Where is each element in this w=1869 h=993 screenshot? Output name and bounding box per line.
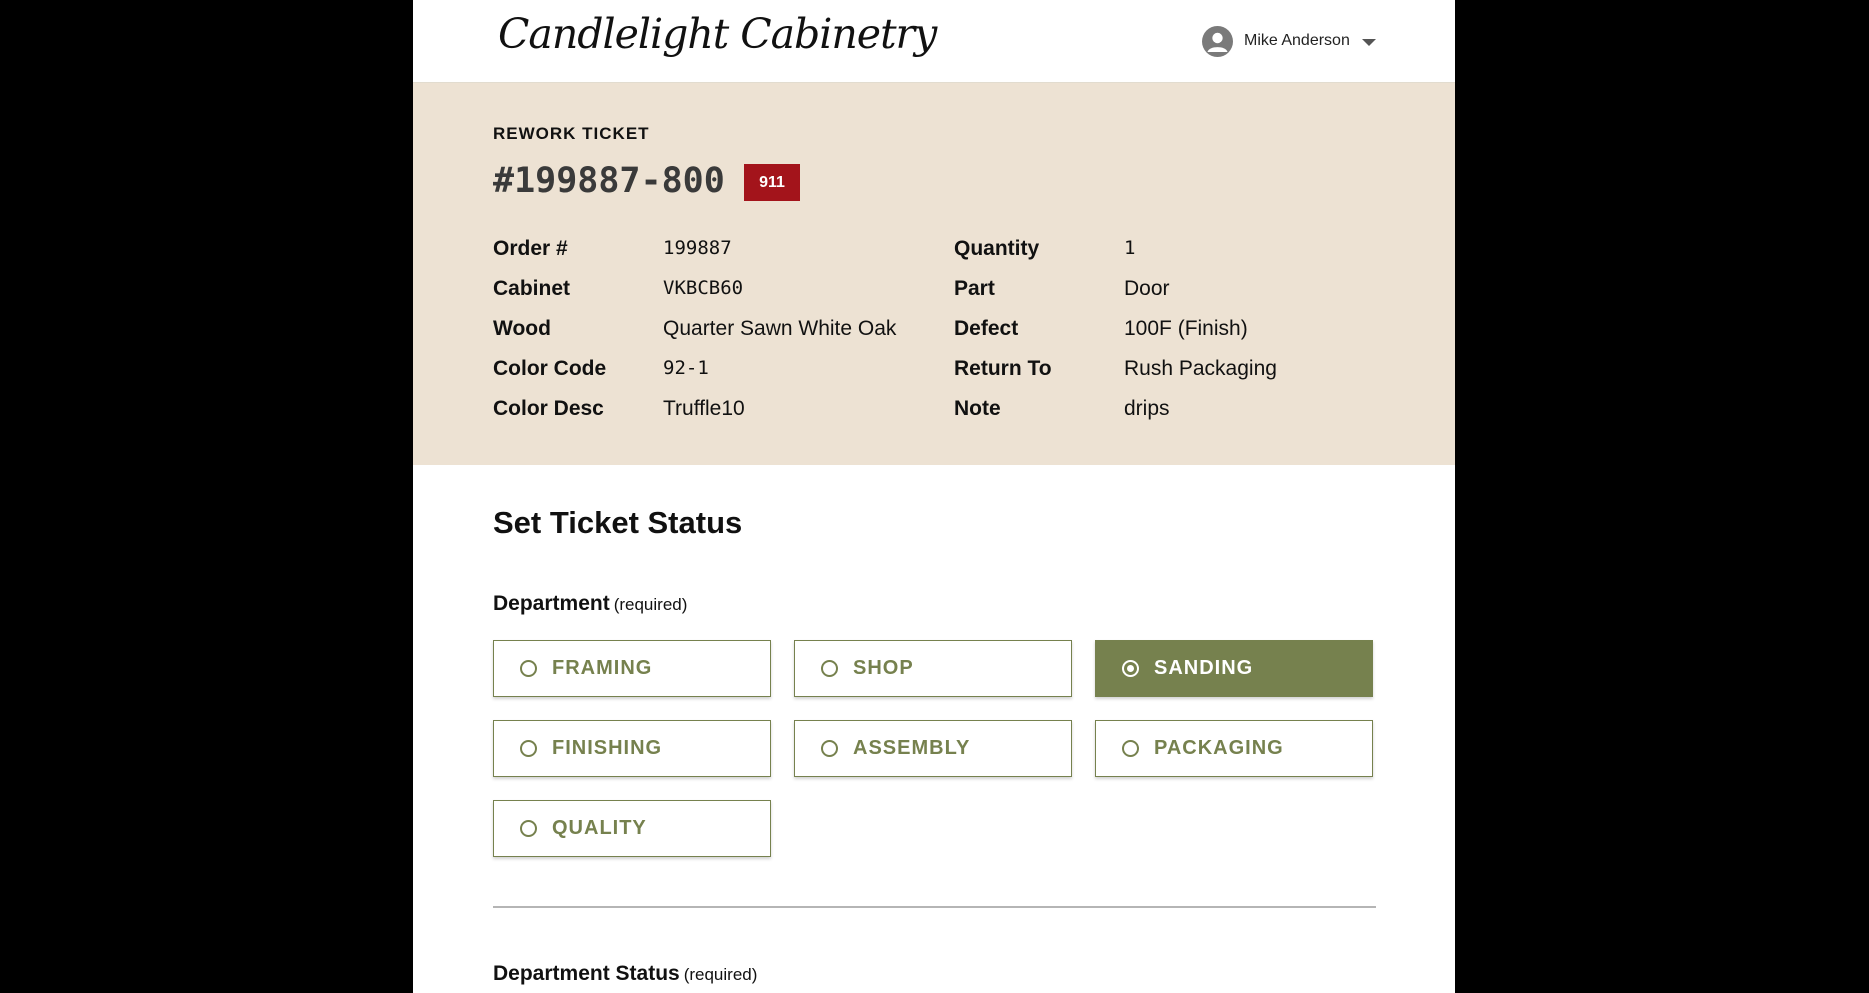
detail-label: Wood — [493, 317, 551, 340]
detail-value: 100F (Finish) — [1124, 317, 1248, 340]
ticket-summary — [413, 83, 1455, 465]
detail-label: Color Desc — [493, 397, 604, 420]
detail-label: Part — [954, 277, 995, 300]
detail-value: 92-1 — [663, 357, 709, 379]
detail-value: Rush Packaging — [1124, 357, 1277, 380]
detail-value: Truffle10 — [663, 397, 745, 420]
department-option-sanding[interactable] — [1095, 640, 1373, 697]
department-label-text: Department — [493, 592, 610, 615]
detail-value: drips — [1124, 397, 1170, 420]
ticket-type-label: REWORK TICKET — [493, 124, 650, 143]
detail-label: Cabinet — [493, 277, 571, 300]
department-option-framing[interactable] — [493, 640, 771, 697]
user-name: Mike Anderson — [1244, 32, 1350, 49]
page — [413, 0, 1455, 993]
department-option-shop[interactable] — [794, 640, 1072, 697]
option-label: PACKAGING — [1154, 737, 1284, 759]
ticket-number: #199887-800 — [493, 161, 725, 201]
option-label: SANDING — [1154, 657, 1254, 679]
brand-logo[interactable]: Candlelight Cabinetry — [498, 10, 937, 58]
user-avatar-icon — [1202, 26, 1233, 57]
detail-value: Door — [1124, 277, 1170, 300]
section-divider — [493, 906, 1376, 908]
detail-label: Defect — [954, 317, 1019, 340]
radio-icon — [821, 660, 838, 677]
radio-icon — [520, 820, 537, 837]
department-option-finishing[interactable] — [493, 720, 771, 777]
detail-label: Note — [954, 397, 1001, 420]
option-label: FRAMING — [552, 657, 653, 679]
detail-label: Return To — [954, 357, 1052, 380]
detail-label: Order # — [493, 237, 568, 260]
option-label: QUALITY — [552, 817, 647, 839]
detail-value: 1 — [1124, 237, 1136, 259]
priority-badge: 911 — [744, 164, 800, 201]
department-label — [493, 592, 687, 616]
app-header — [413, 0, 1455, 83]
detail-label: Quantity — [954, 237, 1040, 260]
department-option-packaging[interactable] — [1095, 720, 1373, 777]
department-status-label — [493, 962, 757, 986]
department-status-label-text: Department Status — [493, 962, 680, 985]
detail-value: 199887 — [663, 237, 732, 259]
user-menu[interactable] — [1202, 25, 1376, 57]
detail-value: VKBCB60 — [663, 277, 744, 299]
chevron-down-icon[interactable] — [1362, 39, 1376, 46]
radio-icon — [821, 740, 838, 757]
radio-selected-icon — [1122, 660, 1139, 677]
option-label: ASSEMBLY — [853, 737, 971, 759]
required-hint: (required) — [613, 595, 688, 614]
department-option-quality[interactable] — [493, 800, 771, 857]
radio-icon — [520, 740, 537, 757]
section-title: Set Ticket Status — [493, 505, 743, 540]
detail-value: Quarter Sawn White Oak — [663, 317, 897, 340]
detail-label: Color Code — [493, 357, 607, 380]
radio-icon — [1122, 740, 1139, 757]
department-option-assembly[interactable] — [794, 720, 1072, 777]
required-hint: (required) — [683, 965, 758, 984]
option-label: FINISHING — [552, 737, 663, 759]
option-label: SHOP — [853, 657, 914, 679]
radio-icon — [520, 660, 537, 677]
